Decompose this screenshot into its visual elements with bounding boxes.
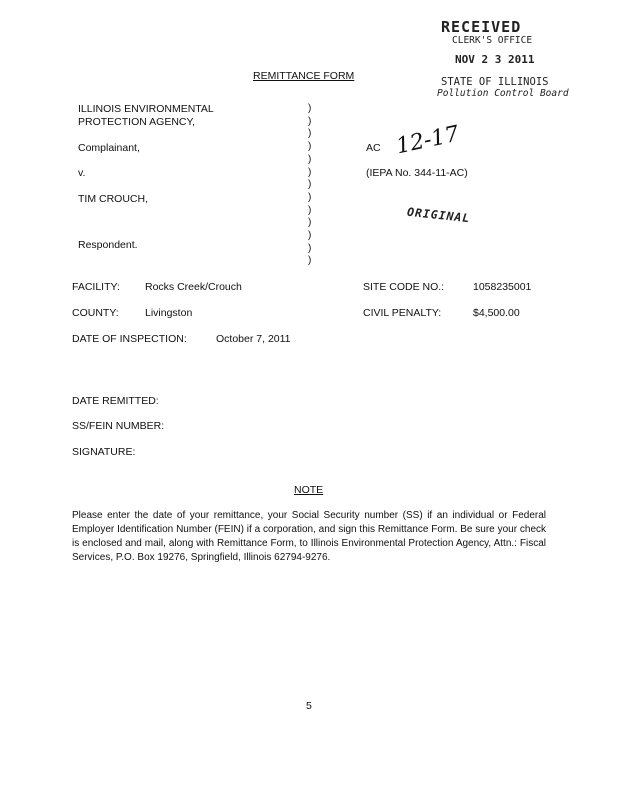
ss-fein-label: SS/FEIN NUMBER:	[72, 420, 165, 432]
civil-penalty-value: $4,500.00	[473, 307, 520, 319]
versus-label: v.	[78, 167, 86, 179]
case-number-handwritten: 12-17	[394, 121, 462, 160]
complainant-name-line1: ILLINOIS ENVIRONMENTAL	[78, 103, 214, 115]
site-code-value: 1058235001	[473, 281, 532, 293]
complainant-label: Complainant,	[78, 142, 140, 154]
signature-label: SIGNATURE:	[72, 446, 136, 458]
document-title: REMITTANCE FORM	[253, 70, 355, 82]
page-number: 5	[306, 700, 312, 712]
date-remitted-label: DATE REMITTED:	[72, 395, 159, 407]
original-stamp: ORIGINAL	[406, 204, 471, 226]
complainant-name-line2: PROTECTION AGENCY,	[78, 116, 196, 128]
inspection-date-label: DATE OF INSPECTION:	[72, 333, 187, 345]
respondent-name: TIM CROUCH,	[78, 193, 148, 205]
facility-label: FACILITY:	[72, 281, 120, 293]
received-stamp-title: RECEIVED	[441, 18, 522, 36]
inspection-date-value: October 7, 2011	[216, 333, 291, 345]
respondent-label: Respondent.	[78, 239, 138, 251]
site-code-label: SITE CODE NO.:	[363, 281, 445, 293]
received-stamp-state: STATE OF ILLINOIS	[441, 76, 549, 88]
iepa-number: (IEPA No. 344-11-AC)	[366, 167, 468, 179]
county-label: COUNTY:	[72, 307, 119, 319]
note-heading: NOTE	[294, 484, 324, 496]
facility-value: Rocks Creek/Crouch	[145, 281, 242, 293]
note-body: Please enter the date of your remittance, your Social Security number (SS) if an individual or Federal Employer Identification Number (FEIN) if a corporation, and sign this Remittance Form. Be sure your check is enclosed and mail, along with Remittance Form, to Illinois Environmental Protection Agency, Attn.: Fiscal Services, P.O. Box 19276, Springfield, Illinois 62794-9276.	[72, 510, 546, 563]
caption-parentheses: ) ) ) ) ) ) ) ) ) ) ) ) )	[308, 103, 312, 267]
civil-penalty-label: CIVIL PENALTY:	[363, 307, 442, 319]
county-value: Livingston	[145, 307, 193, 319]
received-stamp-date: NOV 2 3 2011	[455, 53, 535, 66]
case-number-label: AC	[366, 142, 381, 154]
received-stamp-office: CLERK'S OFFICE	[452, 35, 533, 46]
received-stamp-board: Pollution Control Board	[437, 88, 569, 99]
